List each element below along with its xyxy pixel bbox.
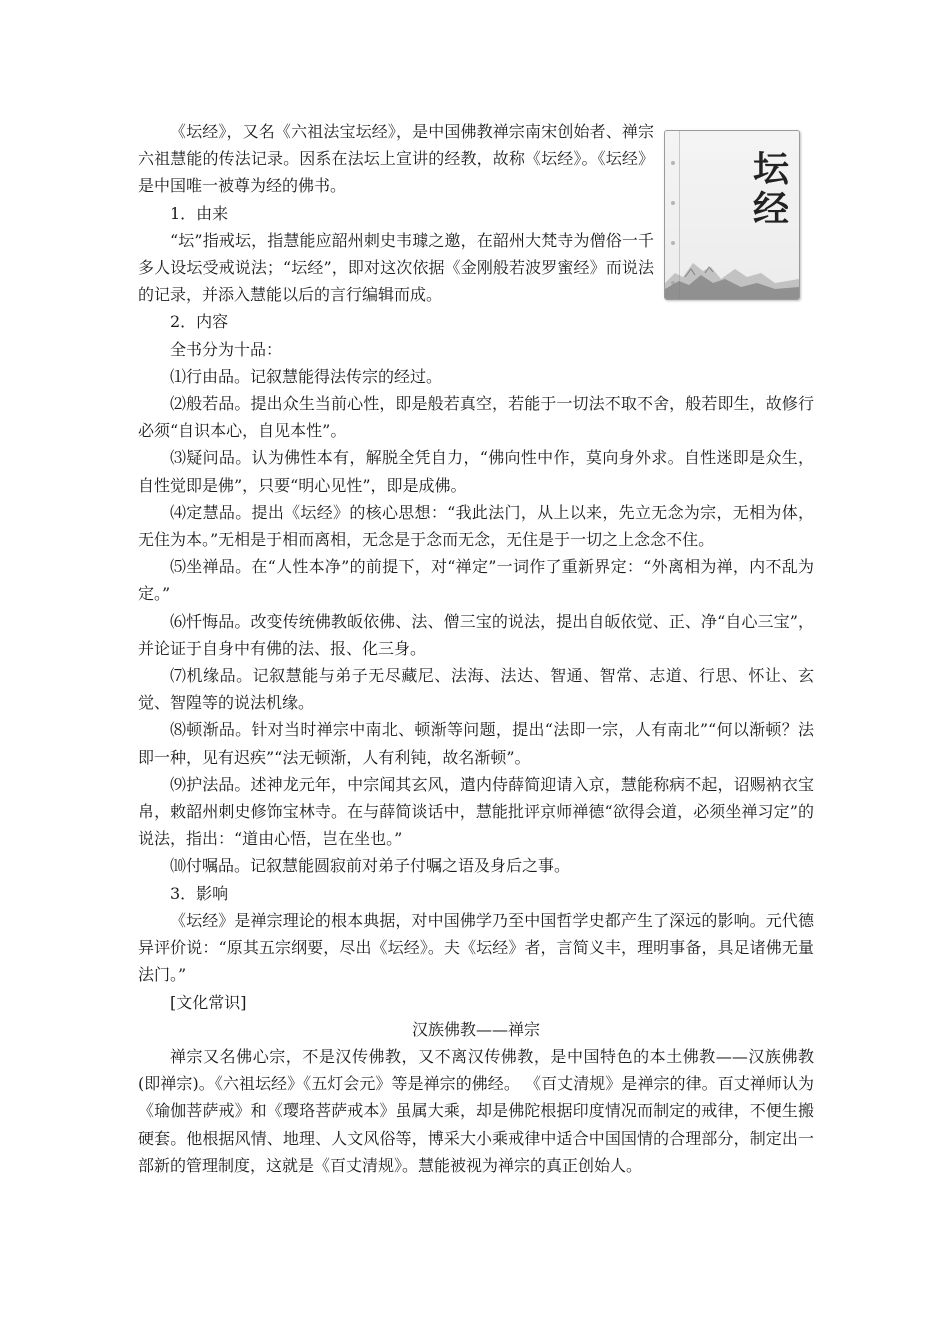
book-title-char-2: 经: [752, 188, 789, 230]
content-item-8: ⑻顿渐品。针对当时禅宗中南北、顿渐等问题，提出“法即一宗，人有南北”“何以渐顿？法即一种，见有迟疾”“法无顿渐，人有利钝，故名渐顿”。: [138, 720, 814, 767]
content-item-7: ⑺机缘品。记叙慧能与弟子无尽藏尼、法海、法达、智通、智常、志道、行思、怀让、玄觉、智隍等的说法机缘。: [138, 666, 814, 713]
content-lead: 全书分为十品：: [170, 339, 283, 359]
content-item-10: ⑽付嘱品。记叙慧能圆寂前对弟子付嘱之语及身后之事。: [170, 856, 571, 876]
section-heading-content: 2．内容: [170, 312, 229, 332]
culture-paragraph: 禅宗又名佛心宗，不是汉传佛教，又不离汉传佛教，是中国特色的本土佛教——汉族佛教(即禅宗)。《六祖坛经》《五灯会元》等是禅宗的佛经。 《百丈清规》是禅宗的律。百丈禅师认为《瑜伽菩萨戒》和《璎珞菩萨戒本》虽属大乘，却是佛陀根据印度情况而制定的戒律，不便生搬硬套。他根据风情、地理、人文风俗等，博采大小乘戒律中适合中国国情的合理部分，制定出一部新的管理制度，这就是《百丈清规》。慧能被视为禅宗的真正创始人。: [138, 1046, 814, 1175]
section-heading-influence: 3．影响: [170, 883, 229, 903]
intro-paragraph: 《坛经》，又名《六祖法宝坛经》，是中国佛教禅宗南宋创始者、禅宗六祖慧能的传法记录。因系在法坛上宣讲的经教，故称《坛经》。《坛经》是中国唯一被尊为经的佛书。: [138, 122, 654, 196]
section-heading-origin: 1．由来: [170, 203, 229, 223]
culture-label: [文化常识]: [170, 992, 247, 1012]
content-item-5: ⑸坐禅品。在“人性本净”的前提下，对“禅定”一词作了重新界定：“外离相为禅，内不乱为定。”: [138, 557, 814, 604]
content-item-4: ⑷定慧品。提出《坛经》的核心思想：“我此法门，从上以来，先立无念为宗，无相为体，无住为本。”无相是于相而离相，无念是于念而无念，无住是于一切之上念念不住。: [138, 502, 814, 550]
document-body: [138, 118, 814, 1179]
content-item-3: ⑶疑问品。认为佛性本有，解脱全凭自力，“佛向性中作，莫向身外求。自性迷即是众生，自性觉即是佛”，只要“明心见性”，即是成佛。: [138, 448, 814, 495]
content-item-6: ⑹忏悔品。改变传统佛教皈依佛、法、僧三宝的说法，提出自皈依觉、正、净“自心三宝”，并论证于自身中有佛的法、报、化三身。: [138, 611, 814, 658]
book-title-char-1: 坛: [752, 148, 789, 190]
content-item-1: ⑴行由品。记叙慧能得法传宗的经过。: [170, 366, 443, 386]
content-item-2: ⑵般若品。提出众生当前心性，即是般若真空，若能于一切法不取不舍，般若即生，故修行必须“自识本心，自见本性”。: [138, 394, 814, 441]
content-item-9: ⑼护法品。述神龙元年，中宗闻其玄风，遣内侍薛简迎请入京，慧能称病不起，诏赐衲衣宝帛，敕韶州刺史修饰宝林寺。在与薛简谈话中，慧能批评京师禅德“欲得会道，必须坐禅习定”的说法，指出：“道由心悟，岂在坐也。”: [138, 774, 814, 849]
origin-paragraph: “坛”指戒坛，指慧能应韶州刺史韦璩之邀，在韶州大梵寺为僧俗一千多人设坛受戒说法；“坛经”，即对这次依据《金刚般若波罗蜜经》而说法的记录，并添入慧能以后的言行编辑而成。: [138, 230, 654, 305]
influence-paragraph: 《坛经》是禅宗理论的根本典据，对中国佛学乃至中国哲学史都产生了深远的影响。元代德异评价说：“原其五宗纲要，尽出《坛经》。夫《坛经》者，言简义丰，理明事备，具足诸佛无量法门。”: [138, 910, 814, 985]
culture-title: 汉族佛教——禅宗: [411, 1019, 540, 1039]
